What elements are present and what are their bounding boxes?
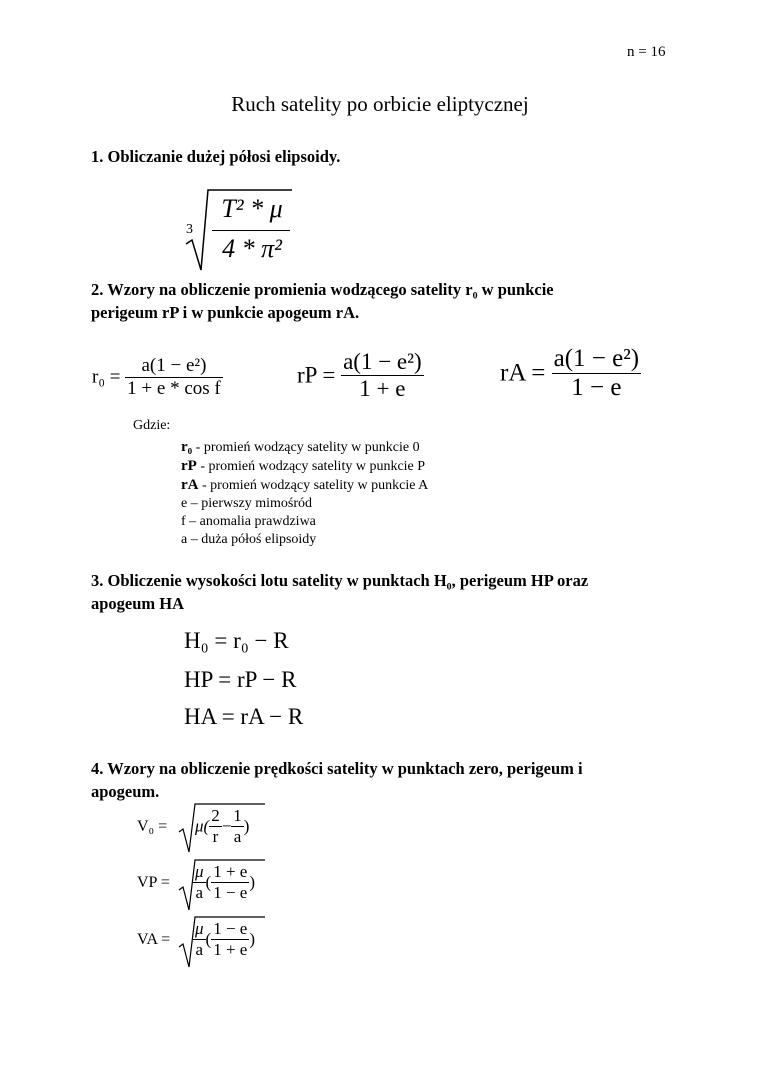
section-4-heading-line2: apogeum. [91,782,160,801]
legend-intro: Gdzie: [133,418,171,433]
formula-r0-fraction [125,355,223,400]
formula-rp [297,349,424,402]
formula-r0-lhs: r₀ = [92,366,121,388]
formula-rp-num: a(1 − e²) [343,349,422,374]
formula-rp-fraction [341,349,424,402]
formula-ra-num: a(1 − e²) [553,345,640,372]
formula-r0-den: 1 + e * cos f [127,378,221,399]
root-denominator: 4 * π² [222,234,282,263]
legend-item: a – duża półoś elipsoidy [181,532,317,547]
section-4-heading-line1: 4. Wzory na obliczenie prędkości satelity w punktach zero, perigeum i [91,759,583,778]
formula-vp-body: $\frac{\mu}{a}$ ( $\frac{1 + e}{1 - e}$ ) [195,862,256,902]
page-title: Ruch satelity po orbicie eliptycznej [231,92,529,116]
root-numerator: T² * μ [221,194,283,223]
section-2-heading-line2: perigeum rP i w punkcie apogeum rA. [91,303,360,322]
legend-text: - promień wodzący satelity w punkcie A [198,478,429,493]
legend-symbol: rA [181,477,199,493]
legend-text: - promień wodzący satelity w punkcie 0 [192,440,420,455]
legend-item: e – pierwszy mimośród [181,496,313,511]
formula-rp-lhs: rP = [297,362,336,388]
formula-v0-lhs: V₀ = [137,818,168,835]
formula-h0: H₀ = r₀ − R [184,628,289,653]
formula-v0-body: μ( $\frac{2}{r}$ − $\frac{1}{a}$ ) [195,806,250,846]
formula-ha: HA = rA − R [184,704,304,729]
formula-ra [500,345,641,402]
cube-root-formula [180,186,300,274]
legend-item [181,457,428,476]
legend-list [181,438,428,549]
fraction-bar [212,230,290,231]
section-1-heading: 1. Obliczanie dużej półosi elipsoidy. [91,147,341,166]
section-2-heading-line1: 2. Wzory na obliczenie promienia wodzącego satelity r₀ w punkcie [91,280,554,299]
formula-r0 [92,355,223,400]
formula-va-lhs: VA = [137,931,171,948]
formula-hp: HP = rP − R [184,667,297,692]
formula-r0-num: a(1 − e²) [125,355,223,378]
section-3-heading-line1: 3. Obliczenie wysokości lotu satelity w punktach H₀, perigeum HP oraz [91,571,589,590]
legend-symbol: rP [181,458,197,474]
legend-item: f – anomalia prawdziwa [181,514,316,529]
legend-item [181,438,428,457]
legend-item [181,476,428,495]
formula-ra-fraction [552,345,641,402]
legend-symbol: r₀ [181,439,193,455]
formula-ra-lhs: rA = [500,359,546,387]
formula-vp-lhs: VP = [137,874,170,891]
root-index: 3 [186,222,193,237]
section-3-heading-line2: apogeum HA [91,594,185,613]
legend-text: - promień wodzący satelity w punkcie P [196,459,426,474]
page-number: n = 16 [627,44,666,60]
formula-ra-den: 1 − e [571,374,622,401]
formula-rp-den: 1 + e [359,376,406,401]
formula-va-body: $\frac{\mu}{a}$ ( $\frac{1 - e}{1 + e}$ ) [195,919,256,959]
